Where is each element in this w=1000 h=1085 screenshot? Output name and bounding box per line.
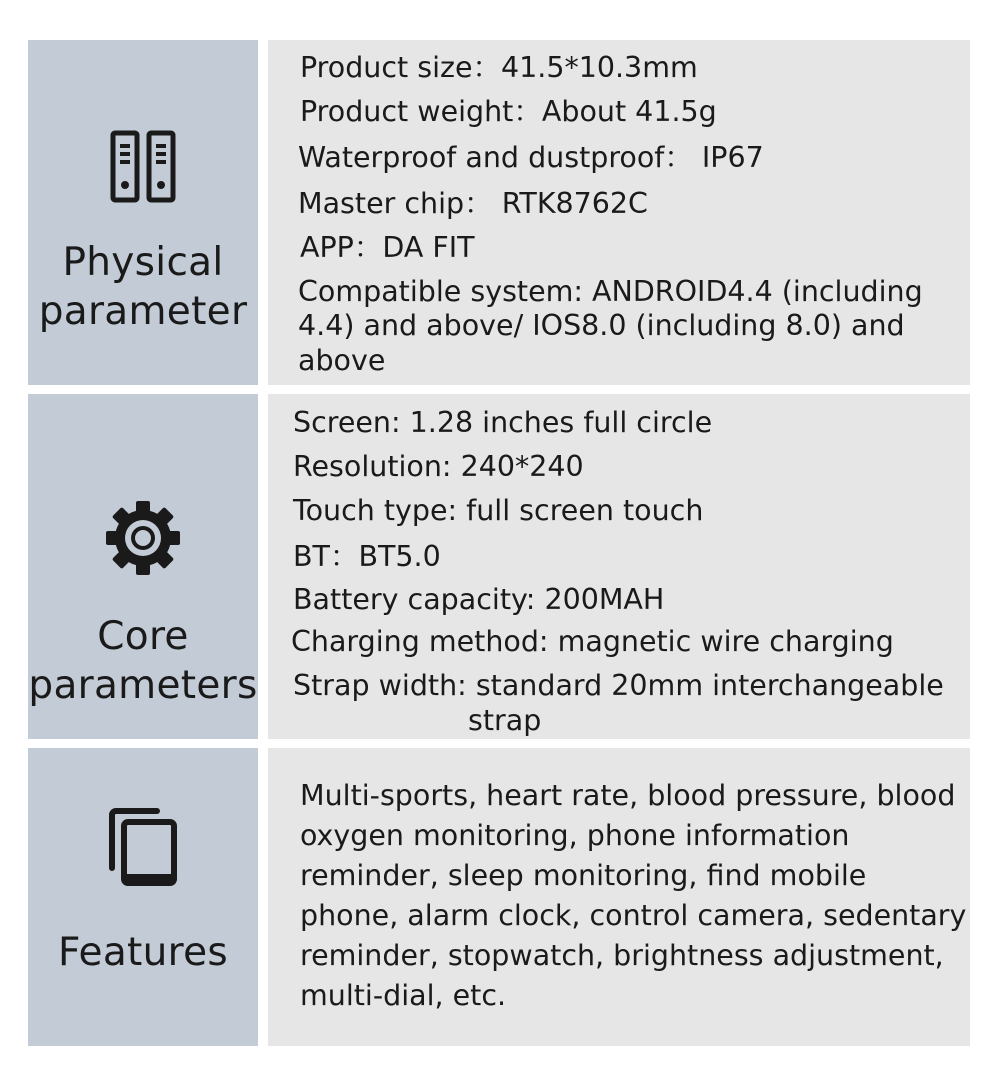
features-section bbox=[28, 748, 970, 1046]
category-title: Physical parameter bbox=[38, 240, 248, 334]
physical-parameter-section bbox=[28, 40, 970, 385]
spec-line: Touch type: full screen touch bbox=[293, 494, 704, 527]
spec-line: Charging method: magnetic wire charging bbox=[291, 625, 894, 658]
spec-line: Product weight：About 41.5g bbox=[300, 95, 717, 128]
category-cell bbox=[28, 748, 258, 1046]
category-title: Core parameters bbox=[28, 614, 258, 708]
spec-line: Compatible system: ANDROID4.4 (including bbox=[298, 275, 923, 308]
copy-pages-icon bbox=[106, 806, 180, 888]
spec-line: Waterproof and dustproof： IP67 bbox=[298, 141, 764, 174]
spec-line: Screen: 1.28 inches full circle bbox=[293, 406, 713, 439]
details-cell bbox=[268, 40, 970, 385]
gear-icon bbox=[105, 500, 181, 576]
category-cell bbox=[28, 40, 258, 385]
details-cell bbox=[268, 394, 970, 739]
spec-line: Resolution: 240*240 bbox=[293, 450, 584, 483]
spec-line: APP：DA FIT bbox=[300, 231, 475, 264]
spec-line: Master chip： RTK8762C bbox=[298, 187, 648, 220]
category-cell bbox=[28, 394, 258, 739]
category-title: Features bbox=[57, 930, 229, 975]
spec-line: 4.4) and above/ IOS8.0 (including 8.0) and bbox=[298, 309, 905, 342]
details-cell bbox=[268, 748, 970, 1046]
spec-line: strap bbox=[468, 704, 542, 737]
spec-line: Product size：41.5*10.3mm bbox=[300, 51, 698, 84]
spec-line: above bbox=[298, 344, 386, 377]
features-text: Multi-sports, heart rate, blood pressure, blood oxygen monitoring, phone information reminder, sleep monitoring, find mobile phone, alarm clock, control camera, sedentary reminder, stopwatch, brightness adjustment, multi-dial, etc. bbox=[300, 779, 967, 1012]
binders-icon bbox=[110, 130, 176, 204]
spec-line: Battery capacity: 200MAH bbox=[293, 583, 665, 616]
spec-line: Strap width: standard 20mm interchangeable bbox=[293, 669, 944, 702]
core-parameters-section bbox=[28, 394, 970, 739]
spec-line: BT：BT5.0 bbox=[293, 540, 441, 573]
